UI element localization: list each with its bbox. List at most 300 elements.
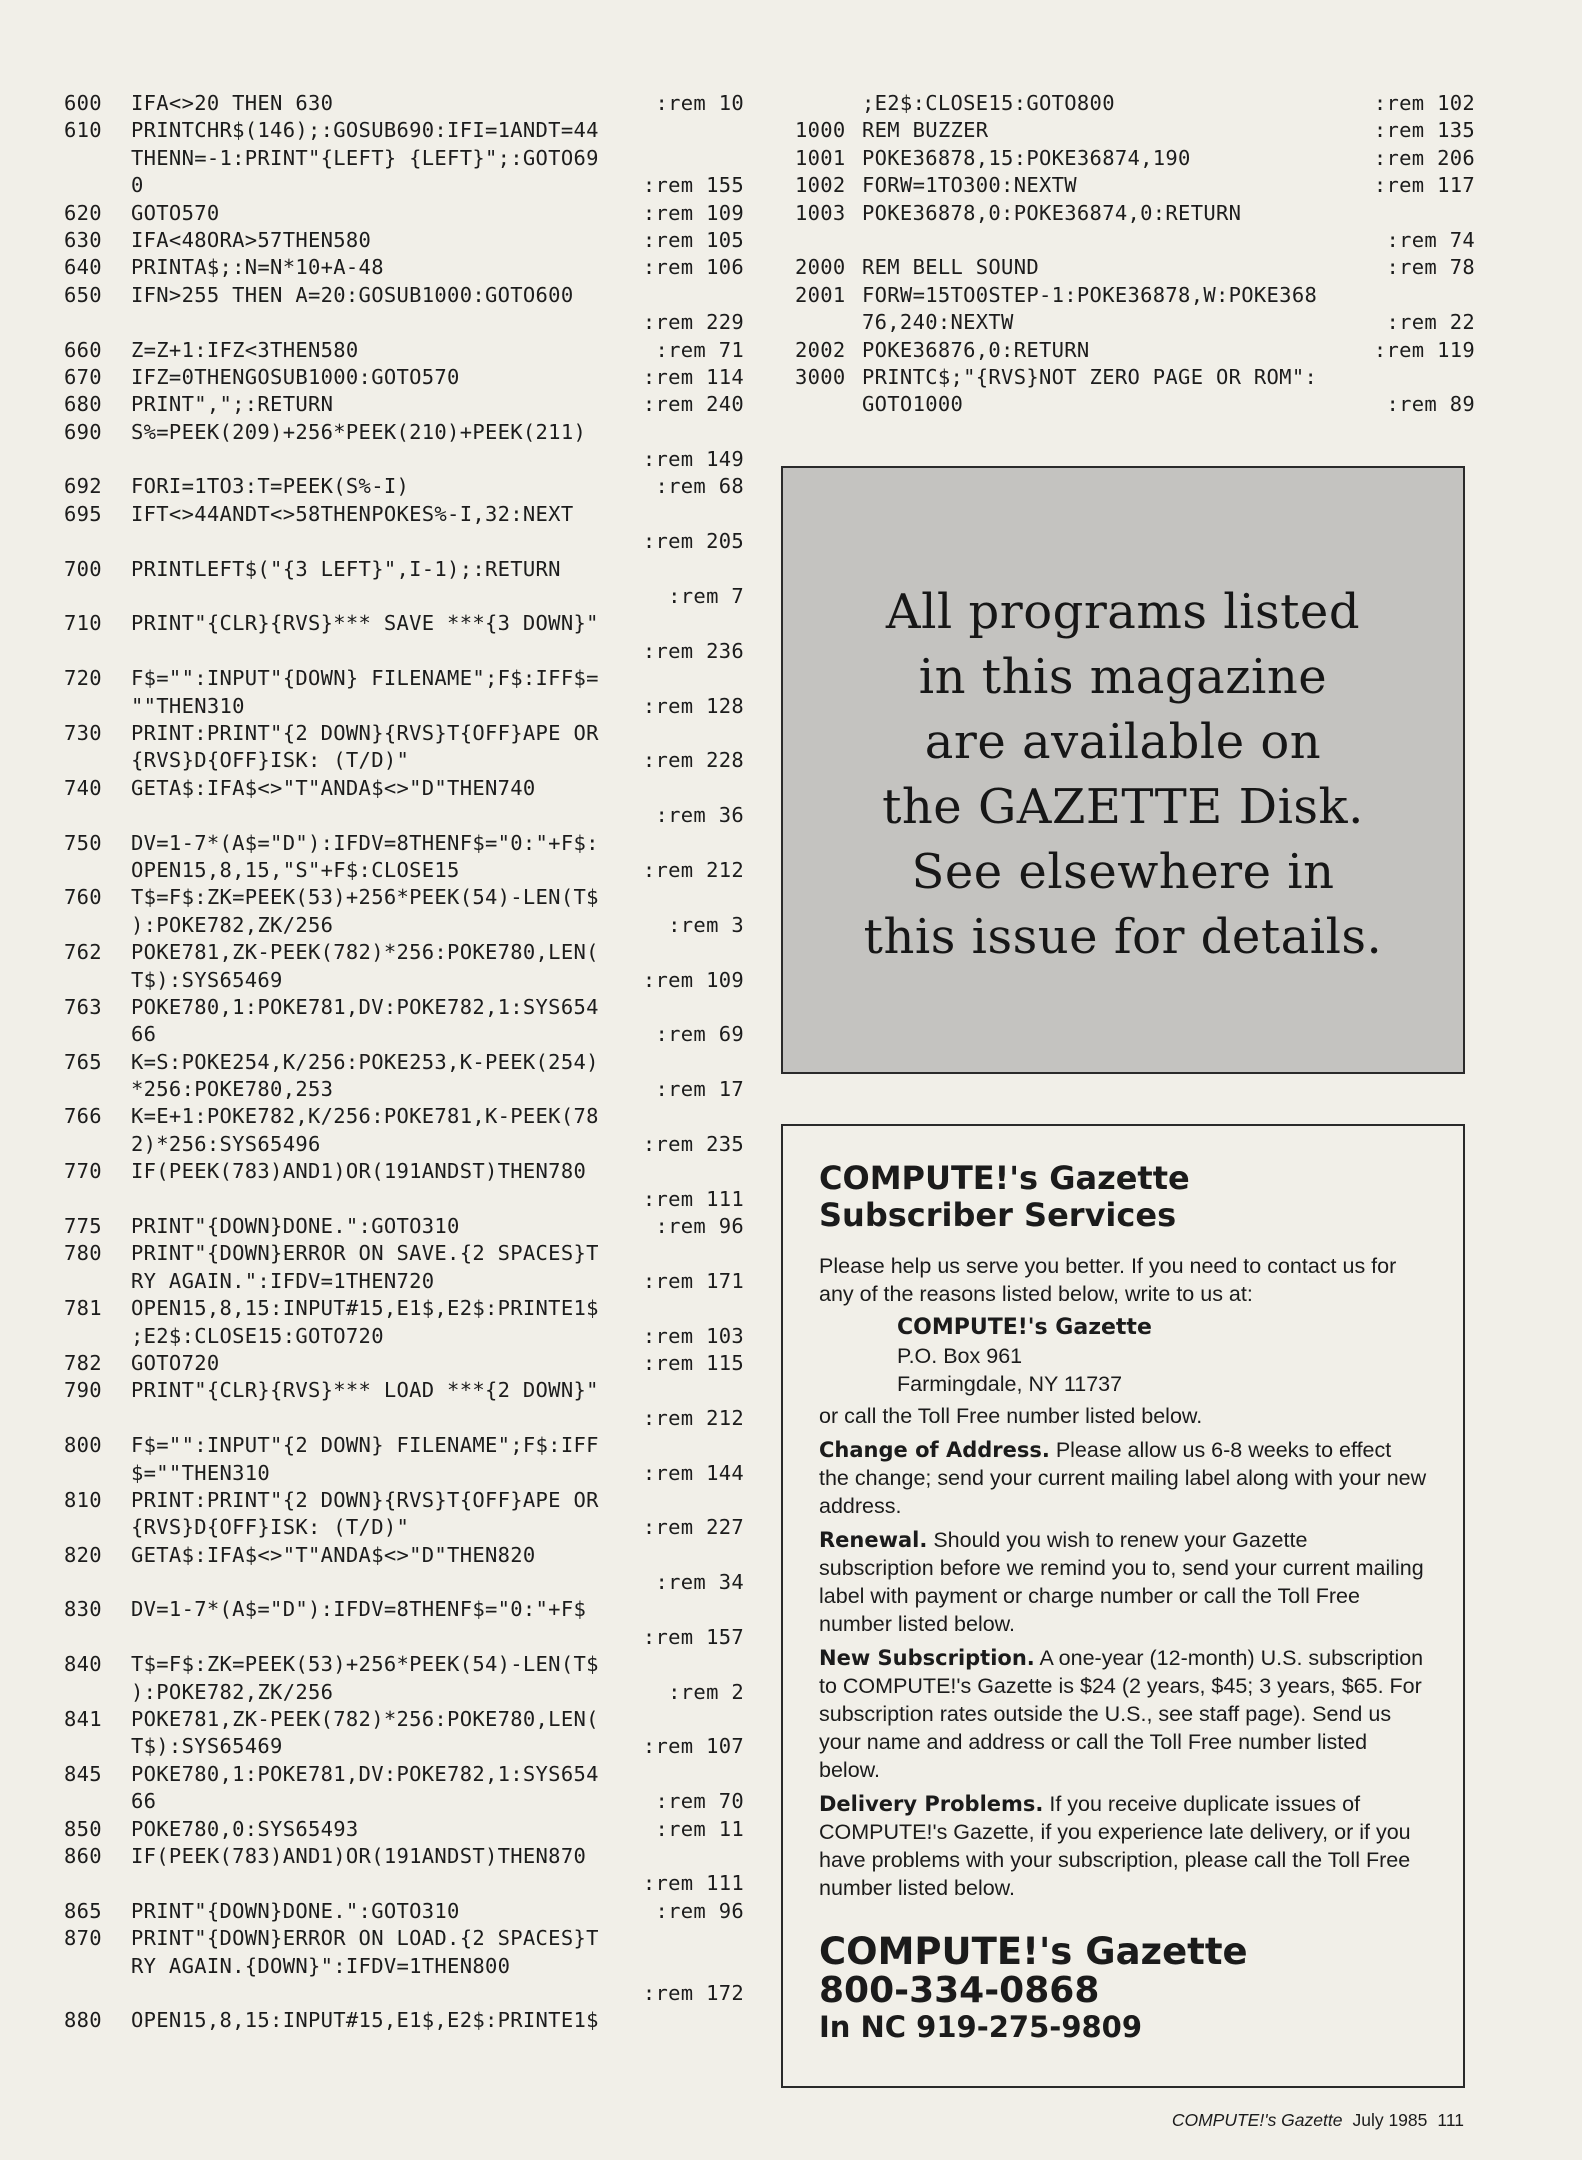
checksum-rem: :rem 172 <box>642 1980 744 2005</box>
code-text: PRINT"{DOWN}ERROR ON LOAD.{2 SPACES}T <box>131 1926 599 1951</box>
line-number: 630 <box>64 227 102 252</box>
checksum-rem: :rem 70 <box>655 1789 744 1814</box>
code-text: PRINT",";:RETURN <box>131 392 334 417</box>
toll-free-number: 800-334-0868 <box>819 1970 1100 2011</box>
listing-line <box>795 145 1475 172</box>
listing-line <box>64 446 744 473</box>
code-text: REM BELL SOUND <box>862 255 1039 280</box>
checksum-rem: :rem 96 <box>655 1898 744 1923</box>
listing-line <box>64 1405 744 1432</box>
listing-line <box>64 1706 744 1733</box>
line-number <box>64 446 131 473</box>
code-text <box>862 227 1387 254</box>
listing-line <box>64 1596 744 1623</box>
line-number <box>795 391 862 418</box>
listing-line <box>64 939 744 966</box>
listing-line <box>64 1350 744 1377</box>
checksum-rem: :rem 107 <box>642 1734 744 1759</box>
checksum-rem: :rem 109 <box>642 967 744 992</box>
line-number: 870 <box>64 1926 102 1951</box>
line-number: 750 <box>64 830 102 855</box>
line-number: 810 <box>64 1487 102 1512</box>
line-number <box>795 309 862 336</box>
service-item-change-of-address <box>819 1436 1427 1520</box>
line-number <box>64 802 131 829</box>
code-text: REM BUZZER <box>862 118 989 143</box>
line-number: 640 <box>64 255 102 280</box>
checksum-rem: :rem 171 <box>642 1268 744 1293</box>
listing-line <box>64 145 744 172</box>
checksum-rem: :rem 155 <box>642 173 744 198</box>
listing-line <box>795 172 1475 199</box>
disk-availability-notice <box>781 466 1465 1074</box>
listing-line <box>64 117 744 144</box>
checksum-rem: :rem 69 <box>655 1022 744 1047</box>
code-text: {RVS}D{OFF}ISK: (T/D)" <box>131 748 410 773</box>
line-number <box>64 1624 131 1651</box>
listing-line <box>64 1240 744 1267</box>
line-number: 800 <box>64 1433 102 1458</box>
listing-line <box>64 638 744 665</box>
code-text: ;E2$:CLOSE15:GOTO720 <box>131 1323 384 1348</box>
line-number <box>64 1268 131 1295</box>
line-number <box>64 1076 131 1103</box>
code-text <box>131 583 668 610</box>
code-text <box>131 638 643 665</box>
code-text <box>131 1569 656 1596</box>
line-number <box>64 1788 131 1815</box>
listing-line <box>64 364 744 391</box>
listing-line <box>64 830 744 857</box>
listing-line <box>64 1377 744 1404</box>
checksum-rem: :rem 68 <box>655 474 744 499</box>
code-text: F$="":INPUT"{2 DOWN} FILENAME";F$:IFF <box>131 1433 599 1458</box>
code-text: IF(PEEK(783)AND1)OR(191ANDST)THEN780 <box>131 1159 587 1184</box>
listing-line <box>64 967 744 994</box>
service-item-delivery-problems <box>819 1790 1427 1902</box>
code-text: ):POKE782,ZK/256 <box>131 1679 334 1704</box>
code-text <box>131 1186 643 1213</box>
listing-line <box>64 720 744 747</box>
code-text <box>131 802 656 829</box>
code-text: POKE780,1:POKE781,DV:POKE782,1:SYS654 <box>131 994 599 1019</box>
line-number: 845 <box>64 1761 102 1786</box>
line-number: 775 <box>64 1214 102 1239</box>
line-number: 782 <box>64 1350 102 1375</box>
code-text: POKE780,1:POKE781,DV:POKE782,1:SYS654 <box>131 1761 599 1786</box>
listing-line <box>64 1432 744 1459</box>
checksum-rem: :rem 10 <box>655 91 744 115</box>
line-number: 720 <box>64 666 102 691</box>
listing-line <box>64 528 744 555</box>
services-intro: Please help us serve you better. If you need to contact us for any of the reasons listed below, write to us at: <box>819 1254 1397 1306</box>
code-text: POKE36876,0:RETURN <box>862 337 1090 362</box>
code-text <box>131 309 643 336</box>
line-number: 860 <box>64 1844 102 1868</box>
listing-line <box>64 282 744 309</box>
code-text: T$):SYS65469 <box>131 1734 283 1759</box>
checksum-rem: :rem 106 <box>642 255 744 280</box>
code-text: RY AGAIN.{DOWN}":IFDV=1THEN800 <box>131 1953 511 1978</box>
checksum-rem: :rem 135 <box>1373 118 1475 143</box>
checksum-rem: :rem 34 <box>655 1570 744 1595</box>
checksum-rem: :rem 229 <box>642 310 744 335</box>
address-line: Farmingdale, NY 11737 <box>897 1372 1123 1396</box>
footer-date: July 1985 <box>1352 2110 1428 2130</box>
listing-line <box>795 309 1475 336</box>
line-number <box>64 172 131 199</box>
nc-phone-number: In NC 919-275-9809 <box>819 2010 1143 2044</box>
line-number <box>64 1186 131 1213</box>
code-text: IFN>255 THEN A=20:GOSUB1000:GOTO600 <box>131 282 574 307</box>
listing-line <box>64 1761 744 1788</box>
call-line: or call the Toll Free number listed below. <box>819 1404 1203 1428</box>
listing-line <box>64 1049 744 1076</box>
checksum-rem: :rem 144 <box>642 1460 744 1485</box>
page-number: 111 <box>1437 2110 1464 2130</box>
code-text: 2)*256:SYS65496 <box>131 1131 321 1156</box>
line-number: 740 <box>64 775 102 800</box>
checksum-rem: :rem 206 <box>1373 145 1475 170</box>
checksum-rem: :rem 114 <box>642 364 744 389</box>
line-number: 765 <box>64 1049 102 1074</box>
checksum-rem: :rem 17 <box>655 1077 744 1102</box>
checksum-rem: :rem 157 <box>642 1624 744 1649</box>
checksum-rem: :rem 78 <box>1386 255 1475 280</box>
code-text: ):POKE782,ZK/256 <box>131 912 334 937</box>
code-text: T$=F$:ZK=PEEK(53)+256*PEEK(54)-LEN(T$ <box>131 1652 599 1677</box>
line-number <box>64 528 131 555</box>
line-number <box>64 1980 131 2007</box>
program-listing-left-column <box>64 90 744 2035</box>
line-number <box>64 583 131 610</box>
code-text: {RVS}D{OFF}ISK: (T/D)" <box>131 1515 410 1540</box>
line-number <box>64 1405 131 1432</box>
checksum-rem: :rem 11 <box>655 1816 744 1841</box>
line-number: 820 <box>64 1542 102 1567</box>
code-text: PRINT"{DOWN}DONE.":GOTO310 <box>131 1898 460 1923</box>
listing-line <box>64 1788 744 1815</box>
address-line: P.O. Box 961 <box>897 1344 1023 1368</box>
line-number: 2000 <box>795 255 846 280</box>
listing-line <box>64 1733 744 1760</box>
checksum-rem: :rem 111 <box>642 1186 744 1211</box>
checksum-rem: :rem 74 <box>1386 227 1475 252</box>
code-text: FORI=1TO3:T=PEEK(S%-I) <box>131 474 410 499</box>
line-number <box>64 1514 131 1541</box>
line-number: 700 <box>64 556 102 581</box>
line-number: 880 <box>64 2008 102 2033</box>
checksum-rem: :rem 3 <box>668 912 744 937</box>
line-number <box>64 1460 131 1487</box>
listing-line <box>64 1843 744 1870</box>
line-number <box>64 1569 131 1596</box>
code-text: T$=F$:ZK=PEEK(53)+256*PEEK(54)-LEN(T$ <box>131 885 599 910</box>
code-text: OPEN15,8,15:INPUT#15,E1$,E2$:PRINTE1$ <box>131 1296 599 1321</box>
code-text: *256:POKE780,253 <box>131 1077 334 1102</box>
notice-line: the GAZETTE Disk. <box>882 779 1364 835</box>
code-text: 66 <box>131 1789 157 1814</box>
service-heading: New Subscription. <box>819 1646 1035 1670</box>
listing-line <box>795 90 1475 117</box>
line-number <box>64 1679 131 1706</box>
checksum-rem: :rem 228 <box>642 748 744 773</box>
line-number: 695 <box>64 501 102 526</box>
code-text: $=""THEN310 <box>131 1460 271 1485</box>
checksum-rem: :rem 89 <box>1386 392 1475 417</box>
code-text: 66 <box>131 1022 157 1047</box>
listing-line <box>64 90 744 117</box>
service-item-new-subscription <box>819 1644 1427 1784</box>
code-text: IFZ=0THENGOSUB1000:GOTO570 <box>131 364 460 389</box>
code-text: GETA$:IFA$<>"T"ANDA$<>"D"THEN820 <box>131 1542 536 1567</box>
checksum-rem: :rem 119 <box>1373 337 1475 362</box>
code-text: S%=PEEK(209)+256*PEEK(210)+PEEK(211) <box>131 419 587 444</box>
line-number <box>64 747 131 774</box>
checksum-rem: :rem 236 <box>642 638 744 663</box>
code-text: Z=Z+1:IFZ<3THEN580 <box>131 337 359 362</box>
line-number: 780 <box>64 1241 102 1266</box>
listing-line <box>64 473 744 500</box>
code-text: OPEN15,8,15:INPUT#15,E1$,E2$:PRINTE1$ <box>131 2008 599 2033</box>
code-text: ;E2$:CLOSE15:GOTO800 <box>862 91 1115 115</box>
line-number: 1001 <box>795 145 846 170</box>
code-text: POKE36878,15:POKE36874,190 <box>862 145 1191 170</box>
line-number <box>64 967 131 994</box>
checksum-rem: :rem 105 <box>642 227 744 252</box>
listing-line <box>64 501 744 528</box>
line-number <box>64 912 131 939</box>
line-number <box>795 90 862 117</box>
listing-line <box>64 172 744 199</box>
line-number: 660 <box>64 337 102 362</box>
listing-line <box>64 1103 744 1130</box>
listing-line <box>64 1076 744 1103</box>
code-text: GOTO570 <box>131 200 220 225</box>
checksum-rem: :rem 212 <box>642 1405 744 1430</box>
code-text: 0 <box>131 173 144 198</box>
notice-line: See elsewhere in <box>911 844 1335 900</box>
service-text: If you receive duplicate issues of COMPUTE!'s Gazette, if you experience late delivery, or if you have problems with your subscription, please call the Toll Free number listed below. <box>819 1792 1411 1900</box>
line-number: 620 <box>64 200 102 225</box>
checksum-rem: :rem 115 <box>642 1350 744 1375</box>
listing-line <box>795 337 1475 364</box>
listing-line <box>64 2007 744 2034</box>
services-title <box>819 1160 1427 1234</box>
listing-line <box>64 1323 744 1350</box>
services-title-line: Subscriber Services <box>819 1196 1177 1234</box>
line-number: 600 <box>64 91 102 115</box>
line-number <box>64 857 131 884</box>
listing-line <box>795 282 1475 309</box>
listing-line <box>64 254 744 281</box>
checksum-rem: :rem 7 <box>668 584 744 609</box>
checksum-rem: :rem 102 <box>1373 91 1475 115</box>
checksum-rem: :rem 205 <box>642 529 744 554</box>
code-text: PRINTC$;"{RVS}NOT ZERO PAGE OR ROM": <box>862 364 1318 389</box>
listing-line <box>64 1679 744 1706</box>
line-number <box>64 1323 131 1350</box>
checksum-rem: :rem 111 <box>642 1871 744 1896</box>
line-number <box>64 145 131 172</box>
code-text: IFA<48ORA>57THEN580 <box>131 227 372 252</box>
listing-line <box>795 227 1475 254</box>
code-text: DV=1-7*(A$="D"):IFDV=8THENF$="0:"+F$: <box>131 830 599 855</box>
listing-line <box>64 1295 744 1322</box>
listing-line <box>64 1213 744 1240</box>
listing-line <box>64 775 744 802</box>
listing-line <box>795 364 1475 391</box>
listing-line <box>64 1870 744 1897</box>
code-text: IFA<>20 THEN 630 <box>131 91 334 115</box>
checksum-rem: :rem 22 <box>1386 310 1475 335</box>
services-title-line: COMPUTE!'s Gazette <box>819 1159 1190 1197</box>
listing-line <box>64 747 744 774</box>
line-number <box>795 227 862 254</box>
code-text: IFT<>44ANDT<>58THENPOKES%-I,32:NEXT <box>131 501 574 526</box>
checksum-rem: :rem 149 <box>642 447 744 472</box>
listing-line <box>64 1514 744 1541</box>
code-text: K=E+1:POKE782,K/256:POKE781,K-PEEK(78 <box>131 1104 599 1129</box>
listing-line <box>64 1925 744 1952</box>
line-number: 710 <box>64 611 102 636</box>
code-text: OPEN15,8,15,"S"+F$:CLOSE15 <box>131 857 460 882</box>
line-number: 781 <box>64 1296 102 1321</box>
code-text: POKE781,ZK-PEEK(782)*256:POKE780,LEN( <box>131 940 599 965</box>
program-listing-right-column <box>795 90 1475 419</box>
line-number: 690 <box>64 419 102 444</box>
line-number: 650 <box>64 282 102 307</box>
listing-line <box>64 1268 744 1295</box>
checksum-rem: :rem 128 <box>642 693 744 718</box>
checksum-rem: :rem 212 <box>642 857 744 882</box>
service-text: A one-year (12-month) U.S. subscription to COMPUTE!'s Gazette is $24 (2 years, $45; 3 years, $65. For subscription rates outside the U.S., see staff page). Send us your name and address or call the Toll Free number listed below. <box>819 1646 1424 1782</box>
code-text <box>131 446 643 473</box>
code-text: 76,240:NEXTW <box>862 310 1014 335</box>
line-number: 841 <box>64 1707 102 1732</box>
page-footer <box>1172 2110 1464 2131</box>
code-text <box>131 528 643 555</box>
code-text: PRINTA$;:N=N*10+A-48 <box>131 255 384 280</box>
line-number: 850 <box>64 1816 102 1841</box>
code-text: GOTO1000 <box>862 392 964 417</box>
line-number <box>64 638 131 665</box>
service-heading: Change of Address. <box>819 1438 1050 1462</box>
listing-line <box>64 1569 744 1596</box>
service-text: Please allow us 6-8 weeks to effect the change; send your current mailing label along with your new address. <box>819 1438 1427 1518</box>
listing-line <box>64 583 744 610</box>
line-number: 2002 <box>795 337 846 362</box>
listing-line <box>64 1021 744 1048</box>
code-text: T$):SYS65469 <box>131 967 283 992</box>
code-text: PRINT"{DOWN}ERROR ON SAVE.{2 SPACES}T <box>131 1241 599 1266</box>
line-number <box>64 1870 131 1897</box>
notice-line: All programs listed <box>885 584 1361 640</box>
checksum-rem: :rem 71 <box>655 337 744 362</box>
line-number: 840 <box>64 1652 102 1677</box>
service-heading: Delivery Problems. <box>819 1792 1044 1816</box>
code-text: K=S:POKE254,K/256:POKE253,K-PEEK(254) <box>131 1049 599 1074</box>
line-number <box>64 1733 131 1760</box>
code-text <box>131 1870 643 1897</box>
checksum-rem: :rem 103 <box>642 1323 744 1348</box>
code-text: FORW=15TO0STEP-1:POKE36878,W:POKE368 <box>862 282 1318 307</box>
line-number: 3000 <box>795 364 846 389</box>
listing-line <box>64 802 744 829</box>
code-text <box>131 1980 643 2007</box>
line-number: 760 <box>64 885 102 910</box>
line-number: 1000 <box>795 118 846 143</box>
notice-line: in this magazine <box>918 649 1328 705</box>
service-item-renewal <box>819 1526 1427 1638</box>
listing-line <box>64 994 744 1021</box>
line-number <box>64 693 131 720</box>
listing-line <box>64 200 744 227</box>
line-number: 865 <box>64 1898 102 1923</box>
code-text: PRINT:PRINT"{2 DOWN}{RVS}T{OFF}APE OR <box>131 1487 599 1512</box>
checksum-rem: :rem 109 <box>642 200 744 225</box>
listing-line <box>64 309 744 336</box>
code-text: IF(PEEK(783)AND1)OR(191ANDST)THEN870 <box>131 1844 587 1868</box>
listing-line <box>64 391 744 418</box>
listing-line <box>64 1953 744 1980</box>
phone-block <box>819 1932 1427 2044</box>
checksum-rem: :rem 227 <box>642 1515 744 1540</box>
listing-line <box>64 1158 744 1185</box>
code-text: GETA$:IFA$<>"T"ANDA$<>"D"THEN740 <box>131 775 536 800</box>
line-number: 692 <box>64 474 102 499</box>
line-number: 680 <box>64 392 102 417</box>
line-number: 610 <box>64 118 102 143</box>
checksum-rem: :rem 240 <box>642 392 744 417</box>
code-text: POKE36878,0:POKE36874,0:RETURN <box>862 200 1242 225</box>
listing-line <box>64 1487 744 1514</box>
code-text: ""THEN310 <box>131 693 245 718</box>
listing-line <box>795 391 1475 418</box>
service-text: Should you wish to renew your Gazette subscription before we remind you to, send your current mailing label with payment or charge number or call the Toll Free number listed below. <box>819 1528 1424 1636</box>
code-text <box>131 1405 643 1432</box>
line-number: 762 <box>64 940 102 965</box>
checksum-rem: :rem 2 <box>668 1679 744 1704</box>
code-text: POKE780,0:SYS65493 <box>131 1816 359 1841</box>
listing-line <box>64 1542 744 1569</box>
line-number: 763 <box>64 994 102 1019</box>
line-number: 2001 <box>795 282 846 307</box>
address-name: COMPUTE!'s Gazette <box>897 1315 1152 1340</box>
line-number <box>64 1021 131 1048</box>
listing-line <box>64 884 744 911</box>
subscriber-services-box <box>781 1124 1465 2088</box>
listing-line <box>64 1898 744 1925</box>
listing-line <box>64 419 744 446</box>
line-number: 766 <box>64 1104 102 1129</box>
listing-line <box>64 1624 744 1651</box>
listing-line <box>64 1651 744 1678</box>
line-number: 1002 <box>795 173 846 198</box>
service-heading: Renewal. <box>819 1528 928 1552</box>
listing-line <box>64 556 744 583</box>
code-text <box>131 1624 643 1651</box>
listing-line <box>64 665 744 692</box>
code-text: F$="":INPUT"{DOWN} FILENAME";F$:IFF$= <box>131 666 599 691</box>
notice-line: are available on <box>924 714 1322 770</box>
listing-line <box>795 200 1475 227</box>
code-text: THENN=-1:PRINT"{LEFT} {LEFT}";:GOTO69 <box>131 145 599 170</box>
listing-line <box>64 693 744 720</box>
line-number <box>64 1953 131 1980</box>
code-text: PRINT:PRINT"{2 DOWN}{RVS}T{OFF}APE OR <box>131 720 599 745</box>
listing-line <box>64 912 744 939</box>
